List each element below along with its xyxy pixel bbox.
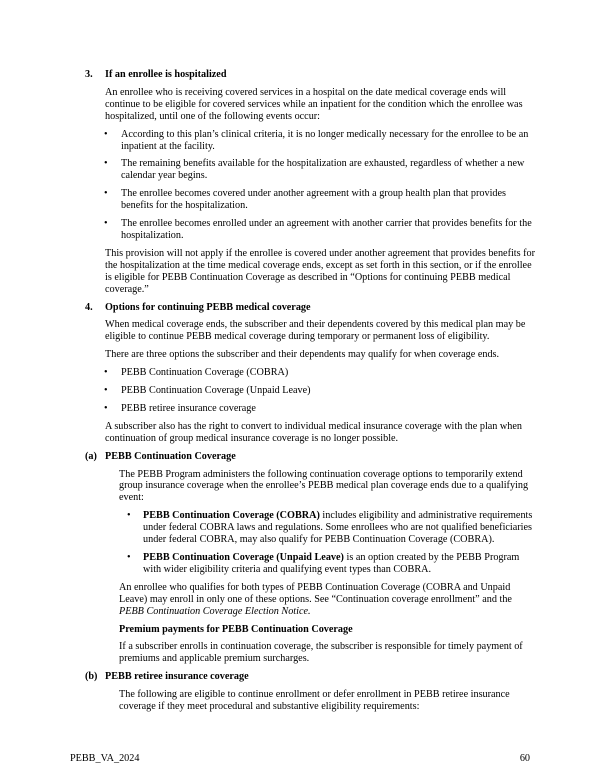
paragraph: This provision will not apply if the enrollee is covered under another agreement that provides benefits for the hospitalization at the time medical coverage ends, except as set forth in this section, or if the enrollee is eligible for PEBB Continuation Coverage as described in “Options for continuing PEBB medical coverage.”: [105, 247, 536, 295]
bullet-text: PEBB Continuation Coverage (Unpaid Leave): [121, 385, 311, 397]
bullet-lead-bold: PEBB Continuation Coverage (COBRA): [143, 510, 320, 522]
bullet-item: [104, 218, 537, 242]
bullet-icon: •: [104, 367, 108, 379]
section-title: If an enrollee is hospitalized: [105, 69, 227, 80]
bullet-item: [104, 188, 537, 212]
paragraph: [119, 582, 537, 618]
page-footer: [70, 753, 530, 765]
section-number: 3.: [85, 69, 93, 80]
bullet-text: PEBB retiree insurance coverage: [121, 402, 256, 414]
section-number: 4.: [85, 301, 93, 313]
bullet-text: The remaining benefits available for the hospitalization are exhausted, regardless of whether a new calendar year begins.: [121, 158, 525, 182]
bullet-item: [127, 510, 537, 546]
section-title: Options for continuing PEBB medical coverage: [105, 301, 311, 313]
paragraph: There are three options the subscriber and their dependents may qualify for when coverage ends.: [105, 349, 500, 361]
subsection-title: PEBB retiree insurance coverage: [105, 671, 249, 683]
bullet-icon: •: [104, 128, 108, 140]
bullet-item: [127, 552, 537, 576]
subsection-heading: [85, 671, 537, 683]
bullet-lead-bold: PEBB Continuation Coverage (Unpaid Leave): [143, 552, 344, 563]
paragraph: An enrollee who is receiving covered services in a hospital on the date medical coverage ends will continue to be eligible for covered services while an inpatient for the condition which the enrollee was hospitalized, until one of the following events occur:: [105, 86, 523, 122]
section-heading: [85, 69, 537, 81]
bullet-item: [104, 385, 537, 397]
subsection-heading: [85, 451, 537, 463]
bullet-text: [143, 510, 537, 546]
paragraph: The PEBB Program administers the following continuation coverage options to temporarily extend group insurance coverage when the enrollee’s PEBB medical plan coverage ends due to a qualifying event:: [119, 468, 529, 504]
page-number: 60: [519, 753, 530, 764]
paragraph: A subscriber also has the right to convert to individual medical insurance coverage with the plan when continuation of group medical insurance coverage is no longer possible.: [105, 420, 523, 444]
subsection-title: PEBB Continuation Coverage: [105, 450, 236, 462]
subsection-label: (b): [85, 671, 98, 683]
bullet-text: According to this plan’s clinical criteria, it is no longer medically necessary for the enrollee to be an inpatient at the facility.: [121, 128, 529, 152]
section-hospitalized: [85, 69, 537, 296]
note-italic-text: PEBB Continuation Coverage Election Notice.: [119, 605, 311, 617]
section-heading: [85, 302, 537, 314]
bullet-icon: •: [127, 552, 131, 563]
bullet-icon: •: [127, 510, 131, 522]
subsection-label: (a): [85, 450, 97, 462]
bullet-item: [104, 367, 537, 379]
note-text: An enrollee who qualifies for both types of PEBB Continuation Coverage (COBRA and Unpaid Leave) may enroll in only one of these options. See “Continuation coverage enrollment” and the: [119, 581, 512, 605]
bullet-item: [104, 129, 537, 153]
premium-subheading: Premium payments for PEBB Continuation Coverage: [119, 623, 353, 635]
bullet-text: The enrollee becomes enrolled under an agreement with another carrier that provides benefits for the hospitalization.: [121, 218, 532, 241]
bullet-icon: •: [104, 158, 108, 170]
bullet-icon: •: [104, 385, 108, 397]
paragraph: The following are eligible to continue enrollment or defer enrollment in PEBB retiree insurance coverage if they meet procedural and substantive eligibility requirements:: [119, 689, 510, 713]
bullet-body-text: is an option created by the PEBB Program with wider eligibility criteria and qualifying event types than COBRA.: [143, 552, 520, 575]
footer-doc-id: PEBB_VA_2024: [70, 753, 140, 764]
paragraph: When medical coverage ends, the subscriber and their dependents covered by this medical plan may be eligible to continue PEBB medical coverage during temporary or permanent loss of eligibility.: [105, 319, 526, 343]
bullet-text: PEBB Continuation Coverage (COBRA): [121, 367, 289, 379]
bullet-icon: •: [104, 218, 108, 230]
bullet-item: [104, 158, 537, 182]
bullet-body-text: includes eligibility and administrative requirements under federal COBRA laws and regulations. Some enrollees who are not qualified beneficiaries under federal COBRA, may also qualify for PEBB Continuation Coverage (COBRA).: [143, 510, 533, 546]
bullet-text: [143, 552, 537, 576]
bullet-item: [104, 403, 537, 415]
bullet-icon: •: [104, 188, 108, 200]
paragraph: If a subscriber enrolls in continuation coverage, the subscriber is responsible for timely payment of premiums and applicable premium surcharges.: [119, 641, 523, 665]
bullet-icon: •: [104, 402, 108, 414]
page-content: [85, 66, 537, 719]
section-continuing-coverage: [85, 302, 537, 713]
bullet-text: The enrollee becomes covered under another agreement with a group health plan that provides benefits for the hospitalization.: [121, 188, 506, 212]
